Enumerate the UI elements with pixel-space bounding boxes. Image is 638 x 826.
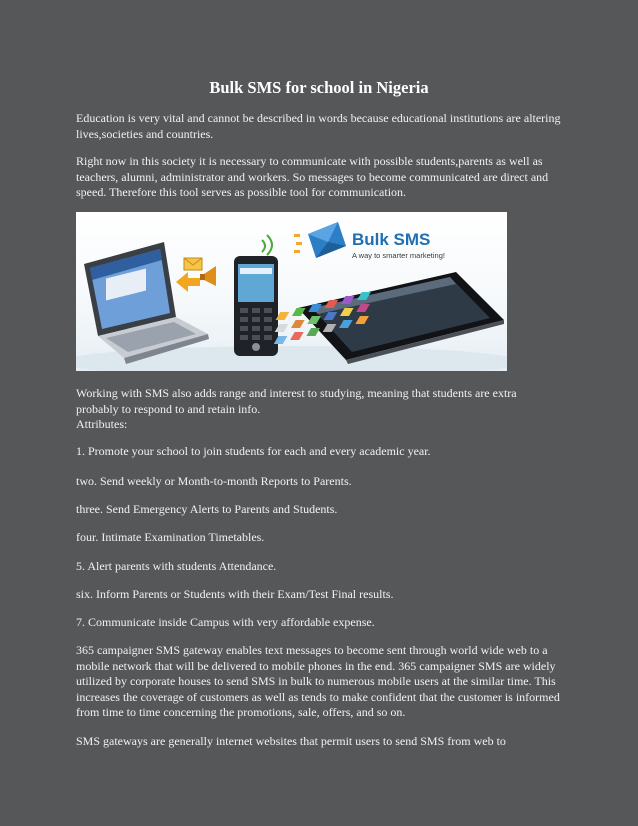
list-item: six. Inform Parents or Students with their Exam/Test Final results.: [76, 587, 394, 601]
mobile-phone-icon: [234, 256, 278, 356]
list-item: 5. Alert parents with students Attendance.: [76, 559, 277, 573]
list-item: two. Send weekly or Month-to-month Reports to Parents.: [76, 474, 352, 488]
list-item: 1. Promote your school to join students for each and every academic year.: [76, 444, 431, 458]
attributes-heading: Attributes:: [76, 417, 128, 431]
paragraph-studying-line-2: probably to respond to and retain info.: [76, 401, 261, 416]
banner-brand-text: Bulk SMS: [352, 230, 431, 249]
list-item: 7. Communicate inside Campus with very affordable expense.: [76, 615, 375, 629]
paragraph-gateway-websites: SMS gateways are generally internet websites that permit users to send SMS from web to: [76, 734, 506, 748]
paragraph-studying: [76, 386, 568, 433]
bulk-sms-banner-image: [76, 212, 507, 371]
paragraph-gateway: 365 campaigner SMS gateway enables text messages to become sent through world wide web to a mobile network that will be delivered to mobile phones in the end. 365 campaigner SMS are widely utilized by corporate houses to send SMS in bulk to numerous mobile users at the similar time. This increases the coverage of customers as well as tends to make confident that the customer is informed from time to time concerning the promotions, sale, offers, and so on.: [76, 643, 560, 719]
document-title: Bulk SMS for school in Nigeria: [209, 78, 429, 97]
paragraph-studying-line-1: Working with SMS also adds range and interest to studying, meaning that students are extra: [76, 386, 517, 400]
banner-tagline-text: A way to smarter marketing!: [352, 251, 445, 260]
arrow-icon: [176, 272, 200, 292]
paragraph-communication: Right now in this society it is necessary to communicate with possible students,parents as well as teachers, alumni, administrator and workers. So messages to become communicated are direct and speed. Therefore this tool serves as possible tool for communication.: [76, 154, 549, 199]
banner-illustration: [76, 212, 507, 371]
paragraph-intro: Education is very vital and cannot be described in words because educational institutions are altering lives,societies and countries.: [76, 111, 561, 141]
envelope-icon: [184, 258, 202, 270]
list-item: three. Send Emergency Alerts to Parents and Students.: [76, 502, 338, 516]
spark-icon: [294, 234, 302, 253]
email-icon: [308, 222, 346, 258]
signal-icon: [262, 235, 272, 255]
list-item: four. Intimate Examination Timetables.: [76, 530, 265, 544]
